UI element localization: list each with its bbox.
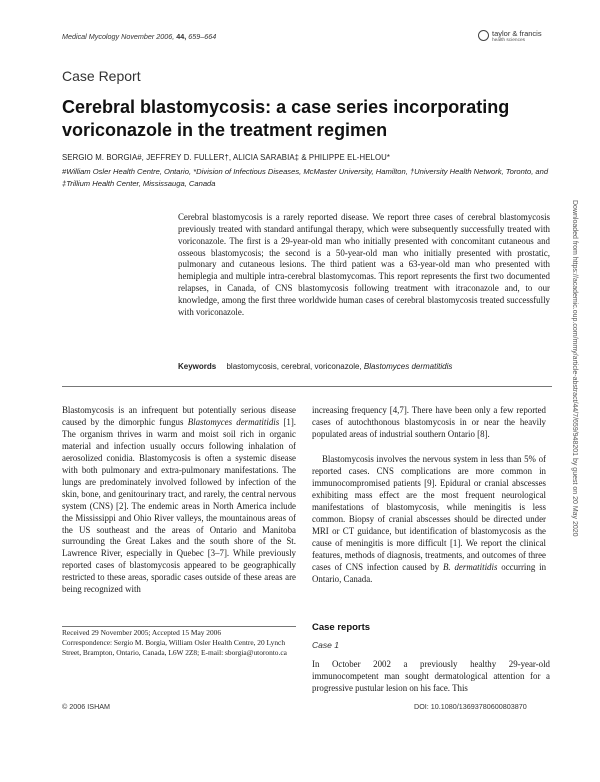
author-affiliations: #William Osler Health Centre, Ontario, *Division of Infectious Diseases, McMaster University, Hamilton, †University Health Network, Toronto, and ‡Trillium Health Center, Mississauga, Canada (62, 167, 549, 188)
keywords-species: Blastomyces dermatitidis (363, 362, 453, 371)
article-type: Case Report (62, 68, 141, 84)
footnote-divider (62, 626, 296, 627)
abstract: Cerebral blastomycosis is a rarely reported disease. We report three cases of cerebral blastomycosis previously treated with standard antifungal therapy, which were subsequently successfully treated with voriconazole. The first is a 29-year-old man who initially presented with concomitant cutaneous and osseous blastomycosis; the second is a 50-year-old man who initially presented with prostatic, pulmonary and cutaneous lesions. The third patient was a 63-year-old man who presented with hemiplegia and multiple intra-cerebral blastomycomas. This report represents the first two documented relapses, in Canada, of CNS blastomycosis following treatment with itraconazole and, to our knowledge, among the first three worldwide human cases of cerebral blastomycosis treated successfully with voriconazole. (178, 212, 550, 317)
keywords-terms: blastomycosis, cerebral, voriconazole, (226, 362, 362, 371)
footnotes (62, 628, 296, 658)
continued-paragraph: increasing frequency [4,7]. There have been only a few reported cases of autochthonous blastomycosis in or near the heavily populated areas of industrial southern Ontario [8]. (312, 405, 546, 439)
body-column-left (62, 405, 296, 596)
case-1-heading: Case 1 (312, 640, 339, 650)
body-column-right (312, 454, 546, 585)
publisher-tagline: health sciences (492, 38, 526, 43)
copyright-notice: © 2006 ISHAM (62, 702, 111, 711)
keywords (178, 362, 558, 371)
intro-species: Blastomyces dermatitidis (187, 416, 280, 427)
intro-text-start: Blastomycosis is an infrequent but potentially serious disease caused by the dimorphic fungus (62, 405, 296, 427)
cns-text-end: occurring in Ontario, Canada. (312, 561, 547, 584)
cns-paragraph (312, 454, 546, 585)
running-header (62, 32, 216, 41)
page-range: 659–664 (188, 32, 217, 41)
keywords-label: Keywords (178, 362, 217, 371)
cns-text-start: Blastomycosis involves the nervous system in less than 5% of reported cases. CNS complications are more common in immunocompromised patients [9]. Epidural or cranial abscesses exhibiting mass effect are the most frequent neurological manifestations of blastomycosis, while meningitis is less common. Biopsy of cranial abscesses should be directed under MRI or CT guidance, but identification of blastomycosis as the cause of meningitis is more difficult [1]. We report the clinical features, methods of diagnosis, treatments, and outcomes of three cases of CNS infection caused by (312, 454, 546, 572)
doi: DOI: 10.1080/13693780600803870 (414, 702, 527, 711)
publisher-logo-icon (478, 30, 489, 41)
section-divider (62, 386, 552, 387)
case-1-text: In October 2002 a previously healthy 29-year-old immunocompetent man sought dermatological attention for a progressive pustular lesion on his face. This (312, 659, 550, 693)
case-reports-heading: Case reports (312, 622, 371, 633)
volume-number: 44, (176, 32, 187, 41)
publisher-logo (478, 28, 556, 46)
journal-name: Medical Mycology (62, 32, 120, 41)
correspondence-address: Correspondence: Sergio M. Borgia, William Osler Health Centre, 20 Lynch Street, Brampton, Ontario, Canada, L6W 2Z8; E-mail: sborgia@utoronto.ca (62, 638, 287, 657)
received-dates: Received 29 November 2005; Accepted 15 May 2006 (62, 628, 222, 637)
intro-text-end: [1]. The organism thrives in warm and moist soil rich in organic material and infection usually occurs following inhalation of aerosolized conidia. Blastomycosis is often a systemic disease with both pulmonary and extra-pulmonary manifestations. The lungs are predominately involved followed by infection of the skin, bone, and genitourinary tract, and rarely, the central nervous system (CNS) [2]. The endemic areas in North America include the Mississippi and Ohio River valleys, the mountainous areas of the US southeast and the areas of Ontario and Manitoba surrounding the Great Lakes and the south shore of the St. Lawrence River, especially in Quebec [3–7]. While previously reported cases of blastomycosis appeared to be geographically restricted to these areas, sporadic cases outside of these areas are being recognized with (62, 416, 296, 595)
publisher-name: taylor & francis (492, 29, 542, 38)
cns-species: B. dermatitidis (443, 561, 498, 572)
author-list: SERGIO M. BORGIA#, JEFFREY D. FULLER†, ALICIA SARABIA‡ & PHILIPPE EL-HELOU* (62, 153, 390, 162)
body-column-right-continued (312, 405, 546, 441)
intro-paragraph (62, 405, 296, 596)
issue-date: November 2006, (121, 32, 175, 41)
article-title: Cerebral blastomycosis: a case series incorporating voriconazole in the treatment regimen (62, 97, 510, 140)
download-watermark: Downloaded from https://academic.oup.com/mmy/article-abstract/44/7/659/948201 by guest on 20 May 2020 (571, 200, 578, 537)
